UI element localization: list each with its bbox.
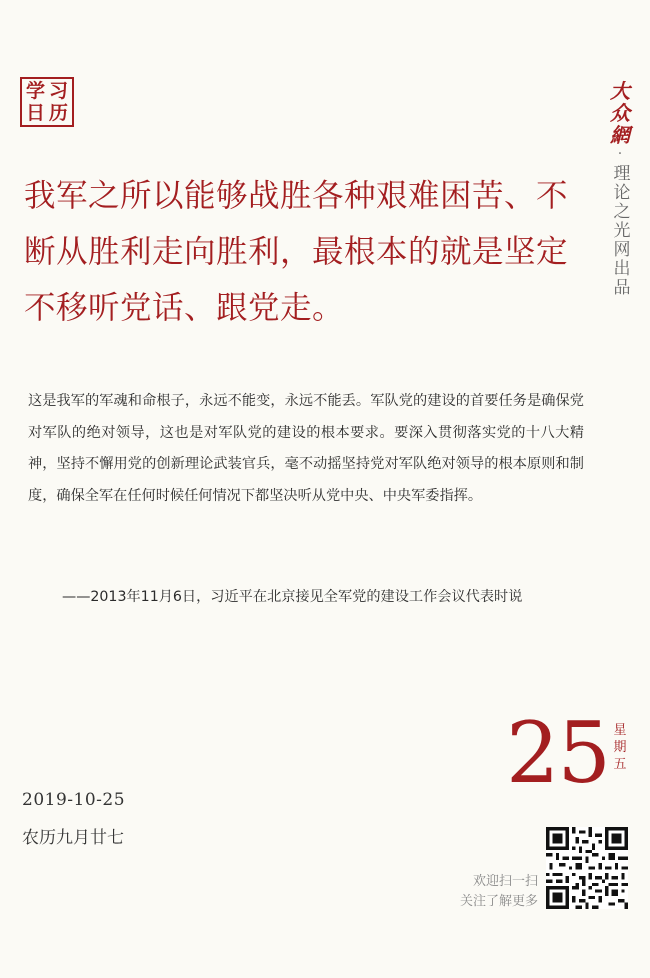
xuexi-rili-logo (20, 77, 74, 127)
brand-logo-char: 大 (610, 79, 630, 103)
logo-char: 历 (48, 102, 68, 124)
dazhongwang-logo (606, 80, 634, 146)
logo-char: 日 (25, 102, 45, 124)
logo-char: 习 (48, 80, 68, 102)
headline-quote: 我军之所以能够战胜各种艰难困苦、不断从胜利走向胜利，最根本的就是坚定不移听党话、跟党走。 (24, 178, 569, 326)
logo-char: 学 (25, 80, 45, 102)
weekday-char: 五 (613, 757, 627, 772)
brand-logo-char: 众 (610, 101, 630, 125)
brand-separator-dot: · (617, 146, 623, 162)
gregorian-date: 2019-10-25 (22, 790, 126, 810)
weekday-char: 星 (613, 723, 627, 738)
brand-logo-char: 網 (610, 123, 630, 147)
quote-source: ——2013年11月6日，习近平在北京接见全军党的建设工作会议代表时说 (62, 589, 523, 605)
lunar-date: 农历九月廿七 (22, 828, 124, 848)
qr-caption (444, 872, 538, 912)
day-number: 25 (506, 704, 609, 802)
qr-code-icon[interactable] (546, 827, 628, 909)
weekday-char: 期 (613, 740, 627, 755)
qr-caption-line: 关注了解更多 (459, 894, 538, 909)
brand-tagline: 理论之光网出品 (609, 164, 630, 297)
body-paragraph: 这是我军的军魂和命根子，永远不能变，永远不能丢。军队党的建设的首要任务是确保党对军队的绝对领导，这也是对军队党的建设的根本要求。要深入贯彻落实党的十八大精神，坚持不懈用党的创新理论武装官兵，毫不动摇坚持党对军队绝对领导的根本原则和制度，确保全军在任何时候任何情况下都坚决听从党中央、中央军委指挥。 (28, 393, 584, 504)
qr-caption-line: 欢迎扫一扫 (472, 874, 538, 889)
brand-vertical (605, 80, 635, 297)
weekday-label (612, 722, 628, 773)
